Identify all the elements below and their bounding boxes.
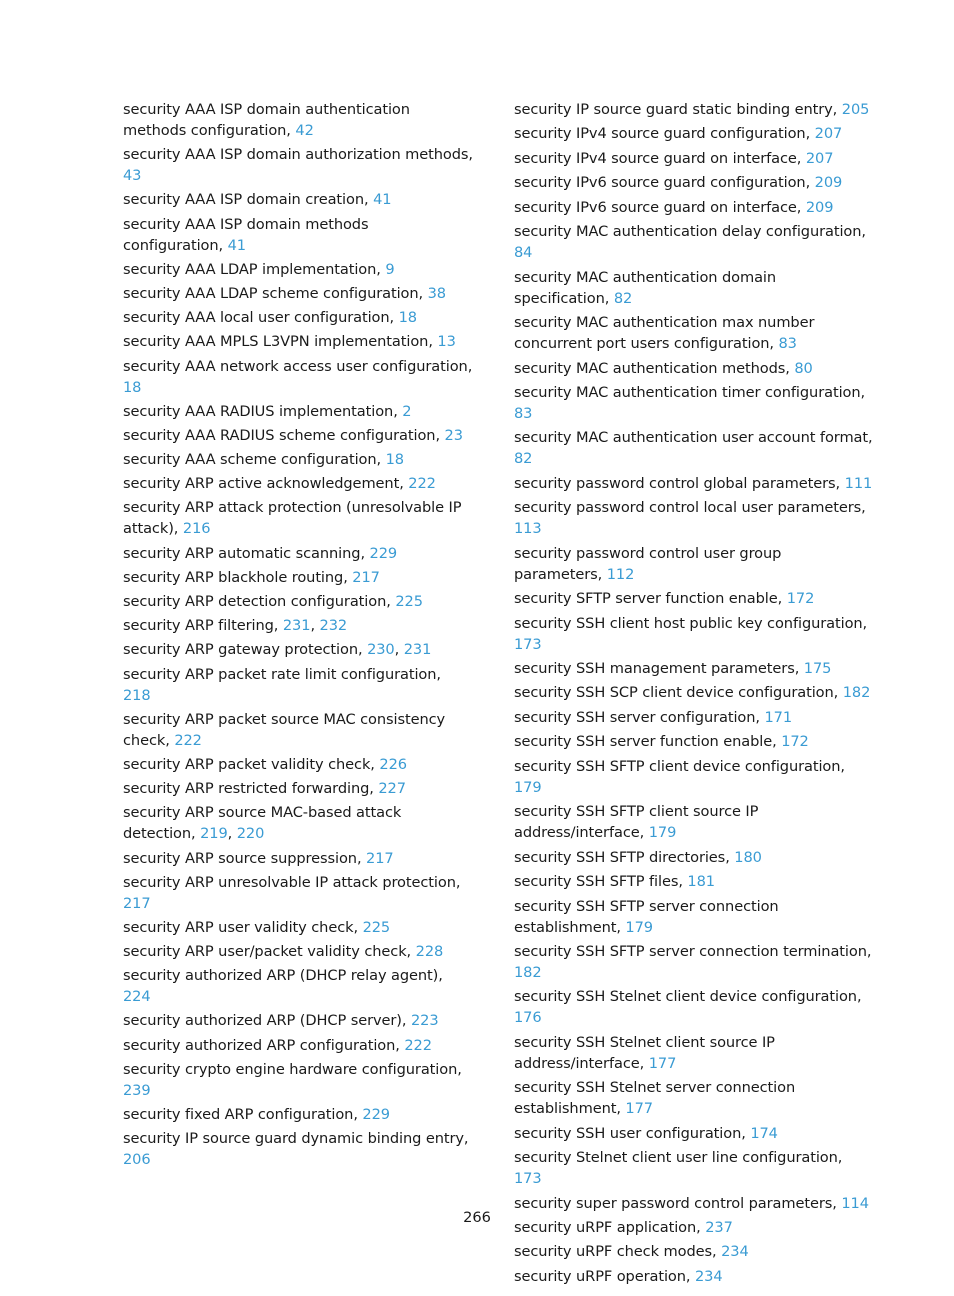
page-link[interactable]: 205 (841, 101, 870, 118)
page-link[interactable]: 223 (410, 1012, 439, 1030)
index-entry-text: security ARP attack protection (unresolvable IP attack), (123, 499, 462, 538)
page-link[interactable]: 18 (123, 378, 142, 396)
page-link[interactable]: 43 (123, 167, 142, 185)
page-link[interactable]: 225 (362, 918, 391, 936)
page-link[interactable]: 172 (781, 733, 809, 751)
index-entry (123, 449, 473, 470)
index-entry-text: security ARP active acknowledgement, (123, 475, 409, 493)
page-link[interactable]: 173 (514, 1170, 542, 1188)
page-link[interactable]: 38 (427, 284, 446, 302)
index-entry (123, 1035, 473, 1056)
index-entry-text: security AAA LDAP scheme configuration, (123, 284, 428, 302)
page-link[interactable]: 113 (514, 520, 542, 538)
index-entry-text: security SSH SCP client device configuration, (514, 684, 843, 702)
index-entry (514, 1241, 874, 1262)
index-entry-text: security password control user group parameters, (514, 544, 782, 583)
page-link[interactable]: 114 (841, 1194, 869, 1212)
page-link[interactable]: 173 (514, 635, 542, 653)
index-entry (514, 1266, 874, 1287)
page-link[interactable]: 182 (514, 963, 542, 981)
page-link[interactable]: 111 (844, 474, 873, 492)
index-entry (123, 307, 473, 328)
index-entry-text: security SFTP server function enable, (514, 590, 787, 608)
index-entry (514, 801, 874, 843)
page-link[interactable]: 9 (385, 260, 395, 278)
index-entry (123, 848, 473, 869)
index-entry-text: security IP source guard static binding entry, (514, 101, 842, 118)
index-entry (123, 591, 473, 612)
index-entry-text: security IP source guard dynamic binding entry, (123, 1130, 469, 1148)
index-entry-text: security ARP unresolvable IP attack protection, (123, 873, 461, 891)
index-entry (123, 1010, 473, 1031)
index-entry-text: security AAA scheme configuration, (123, 451, 386, 469)
page-link[interactable]: 227 (378, 780, 406, 798)
page-link[interactable]: 232 (319, 617, 348, 635)
index-entry-text: security password control global parameters, (514, 474, 845, 492)
page-number: 266 (463, 1209, 491, 1226)
page-link[interactable]: 84 (514, 244, 533, 262)
page-link[interactable]: 222 (404, 1036, 432, 1054)
index-entry-text: security AAA RADIUS scheme configuration, (123, 426, 445, 444)
page-link[interactable]: 177 (648, 1054, 677, 1072)
page-link[interactable]: 230 (367, 641, 395, 659)
index-entry-text: security AAA ISP domain methods configuration, (123, 215, 369, 254)
index-entry-text: security ARP automatic scanning, (123, 544, 370, 562)
index-entry-text: security IPv4 source guard on interface, (514, 149, 806, 167)
index-entry (123, 1104, 473, 1125)
page-link[interactable]: 42 (295, 122, 314, 139)
index-entry (123, 473, 473, 494)
index-entry (514, 896, 874, 938)
index-entry (514, 123, 874, 144)
index-entry-text: security ARP packet validity check, (123, 755, 380, 773)
index-entry-text: security AAA ISP domain authorization methods, (123, 146, 473, 164)
index-entry-text: security crypto engine hardware configuration, (123, 1060, 462, 1078)
page-link[interactable]: 222 (408, 475, 436, 493)
index-entry (514, 682, 874, 703)
index-entry (123, 283, 473, 304)
page-link[interactable]: 239 (123, 1081, 151, 1099)
index-entry (123, 567, 473, 588)
page-link[interactable]: 80 (794, 359, 813, 377)
index-entry (514, 1147, 874, 1189)
page-link[interactable]: 231 (282, 617, 311, 635)
index-entry-text: security ARP packet source MAC consistency check, (123, 710, 446, 749)
index-entry (514, 847, 874, 868)
index-entry-text: security ARP filtering, (123, 617, 283, 635)
index-entry (123, 965, 473, 1007)
index-entry (123, 144, 473, 186)
page-link[interactable]: 229 (369, 544, 398, 562)
index-entry-text: security AAA ISP domain authentication methods configuration, (123, 101, 410, 139)
page-link[interactable]: 228 (415, 943, 444, 961)
page-separator: , (227, 825, 237, 843)
index-entry-text: security MAC authentication domain specification, (514, 268, 777, 307)
index-entry (123, 425, 473, 446)
index-entry-text: security MAC authentication user account format, (514, 429, 873, 447)
index-entry-text: security AAA local user configuration, (123, 309, 399, 327)
page-link[interactable]: 182 (842, 684, 871, 702)
index-entry (123, 872, 473, 914)
page-separator: , (394, 641, 404, 659)
index-entry (514, 1077, 874, 1119)
page-link[interactable]: 217 (352, 568, 380, 586)
index-entry (514, 172, 874, 193)
index-entry (514, 707, 874, 728)
index-column-left (123, 99, 473, 1173)
index-entry (514, 148, 874, 169)
page-link[interactable]: 237 (705, 1219, 733, 1236)
page-link[interactable]: 175 (803, 660, 832, 677)
index-entry (514, 221, 874, 263)
page-link[interactable]: 174 (750, 1124, 778, 1142)
page-link[interactable]: 41 (373, 191, 392, 209)
index-entry (123, 709, 473, 751)
index-entry-text: security AAA ISP domain creation, (123, 191, 374, 209)
index-entry (514, 731, 874, 752)
index-entry (514, 1032, 874, 1074)
page-link[interactable]: 181 (687, 873, 715, 891)
index-entry (123, 401, 473, 422)
index-entry-text: security SSH SFTP server connection termination, (514, 942, 872, 960)
page-separator: , (310, 617, 320, 635)
index-entry-text: security IPv6 source guard on interface, (514, 198, 806, 216)
index-entry (123, 1128, 473, 1170)
page-link[interactable]: 217 (366, 849, 394, 867)
index-entry (123, 664, 473, 706)
index-entry-text: security AAA LDAP implementation, (123, 260, 386, 278)
index-entry-text: security uRPF operation, (514, 1267, 695, 1285)
index-column-right (514, 99, 874, 1290)
index-entry (514, 382, 874, 424)
page-link[interactable]: 234 (694, 1267, 723, 1285)
page-link[interactable]: 206 (123, 1151, 151, 1169)
page-link[interactable]: 224 (123, 988, 151, 1006)
index-entry (123, 754, 473, 775)
index-entry (123, 356, 473, 398)
page-link[interactable]: 18 (398, 309, 417, 327)
page-link[interactable]: 179 (514, 778, 542, 796)
page-link[interactable]: 171 (764, 708, 793, 726)
index-entry-text: security SSH server function enable, (514, 733, 782, 751)
index-entry-text: security SSH server configuration, (514, 708, 765, 726)
index-entry (123, 99, 473, 141)
index-entry-text: security authorized ARP (DHCP server), (123, 1012, 411, 1030)
index-entry-text: security ARP packet rate limit configuration, (123, 665, 441, 683)
index-entry-text: security super password control parameters, (514, 1194, 842, 1212)
index-entry (123, 331, 473, 352)
page-link[interactable]: 229 (362, 1106, 390, 1123)
index-entry (514, 986, 874, 1028)
index-entry (514, 756, 874, 798)
index-entry-text: security SSH SFTP files, (514, 873, 688, 891)
index-entry (514, 312, 874, 354)
page-link[interactable]: 209 (814, 174, 843, 192)
index-entry (514, 497, 874, 539)
index-entry (123, 615, 473, 636)
index-entry (123, 639, 473, 660)
index-entry (514, 658, 874, 679)
index-entry (123, 189, 473, 210)
page-link[interactable]: 176 (514, 1009, 542, 1027)
index-entry-text: security MAC authentication max number concurrent port users configuration, (514, 314, 815, 353)
index-entry-text: security MAC authentication timer configuration, (514, 383, 866, 401)
page-link[interactable]: 231 (403, 641, 432, 659)
index-entry-text: security password control local user parameters, (514, 499, 866, 517)
page-link[interactable]: 23 (444, 426, 463, 444)
index-entry (514, 1123, 874, 1144)
page-link[interactable]: 112 (606, 565, 635, 583)
page-link[interactable]: 82 (613, 289, 633, 307)
index-entry-text: security SSH SFTP server connection establishment, (514, 897, 779, 936)
page-link[interactable]: 222 (174, 731, 202, 749)
page-link[interactable]: 180 (734, 848, 762, 866)
index-entry-text: security SSH SFTP directories, (514, 848, 735, 866)
index-entry-text: security ARP blackhole routing, (123, 568, 353, 586)
page-link[interactable]: 234 (721, 1243, 749, 1261)
index-entry-text: security ARP source suppression, (123, 849, 367, 867)
page-link[interactable]: 217 (123, 894, 151, 912)
index-entry (123, 917, 473, 938)
index-entry-text: security ARP gateway protection, (123, 641, 368, 659)
index-entry-text: security Stelnet client user line configuration, (514, 1149, 843, 1167)
page-link[interactable]: 207 (814, 125, 843, 143)
page-link[interactable]: 13 (437, 333, 456, 351)
index-entry-text: security SSH SFTP client device configuration, (514, 757, 845, 775)
index-entry-text: security SSH management parameters, (514, 660, 804, 677)
index-entry-text: security SSH client host public key configuration, (514, 614, 868, 632)
index-entry-text: security AAA RADIUS implementation, (123, 402, 403, 420)
index-entry (514, 871, 874, 892)
index-entry-text: security authorized ARP (DHCP relay agent), (123, 967, 443, 985)
index-entry (514, 358, 874, 379)
page-link[interactable]: 216 (182, 520, 211, 538)
index-entry (514, 588, 874, 609)
index-entry (514, 941, 874, 983)
page-link[interactable]: 220 (236, 825, 265, 843)
page-link[interactable]: 209 (805, 198, 834, 216)
index-entry-text: security authorized ARP configuration, (123, 1036, 405, 1054)
page-link[interactable]: 179 (648, 824, 677, 842)
index-entry (123, 259, 473, 280)
page-link[interactable]: 82 (514, 450, 533, 468)
index-entry (514, 473, 874, 494)
index-entry-text: security SSH Stelnet client device configuration, (514, 988, 862, 1006)
page-link[interactable]: 226 (379, 755, 407, 773)
index-entry-text: security SSH Stelnet client source IP address/interface, (514, 1033, 775, 1072)
index-entry (514, 613, 874, 655)
index-entry-text: security IPv4 source guard configuration, (514, 125, 815, 143)
page-link[interactable]: 177 (625, 1100, 653, 1118)
index-entry (514, 267, 874, 309)
index-entry (123, 802, 473, 844)
page-link[interactable]: 41 (227, 236, 246, 254)
index-entry-text: security SSH SFTP client source IP address/interface, (514, 803, 759, 842)
page-link[interactable]: 83 (514, 404, 533, 422)
index-entry (123, 1059, 473, 1101)
page-link[interactable]: 172 (786, 590, 815, 608)
index-entry-text: security IPv6 source guard configuration, (514, 174, 815, 192)
index-entry (123, 214, 473, 256)
page-link[interactable]: 225 (395, 593, 423, 610)
page-link[interactable]: 83 (778, 335, 797, 353)
index-entry-text: security uRPF check modes, (514, 1243, 722, 1261)
page-link[interactable]: 218 (123, 686, 151, 704)
index-entry-text: security ARP source MAC-based attack detection, (123, 804, 402, 843)
index-entry (123, 543, 473, 564)
page-link[interactable]: 207 (805, 149, 834, 167)
index-entry-text: security uRPF application, (514, 1219, 706, 1236)
index-entry-text: security fixed ARP configuration, (123, 1106, 363, 1123)
index-entry (123, 778, 473, 799)
index-entry-text: security MAC authentication delay configuration, (514, 223, 866, 241)
index-entry-text: security ARP user validity check, (123, 918, 363, 936)
page-link[interactable]: 2 (402, 402, 412, 420)
index-entry-text: security SSH Stelnet server connection establishment, (514, 1079, 796, 1118)
index-entry (514, 427, 874, 469)
index-entry (514, 543, 874, 585)
index-entry-text: security ARP detection configuration, (123, 593, 396, 610)
index-entry (123, 941, 473, 962)
index-entry (514, 197, 874, 218)
page-link[interactable]: 179 (625, 918, 653, 936)
index-entry (123, 497, 473, 539)
index-entry-text: security AAA network access user configuration, (123, 357, 473, 375)
page-link[interactable]: 18 (385, 451, 404, 469)
index-entry-text: security AAA MPLS L3VPN implementation, (123, 333, 438, 351)
index-entry (514, 99, 874, 120)
index-entry-text: security ARP restricted forwarding, (123, 780, 379, 798)
index-entry-text: security SSH user configuration, (514, 1124, 751, 1142)
page-link[interactable]: 219 (200, 825, 228, 843)
index-entry-text: security MAC authentication methods, (514, 359, 795, 377)
index-entry-text: security ARP user/packet validity check, (123, 943, 416, 961)
